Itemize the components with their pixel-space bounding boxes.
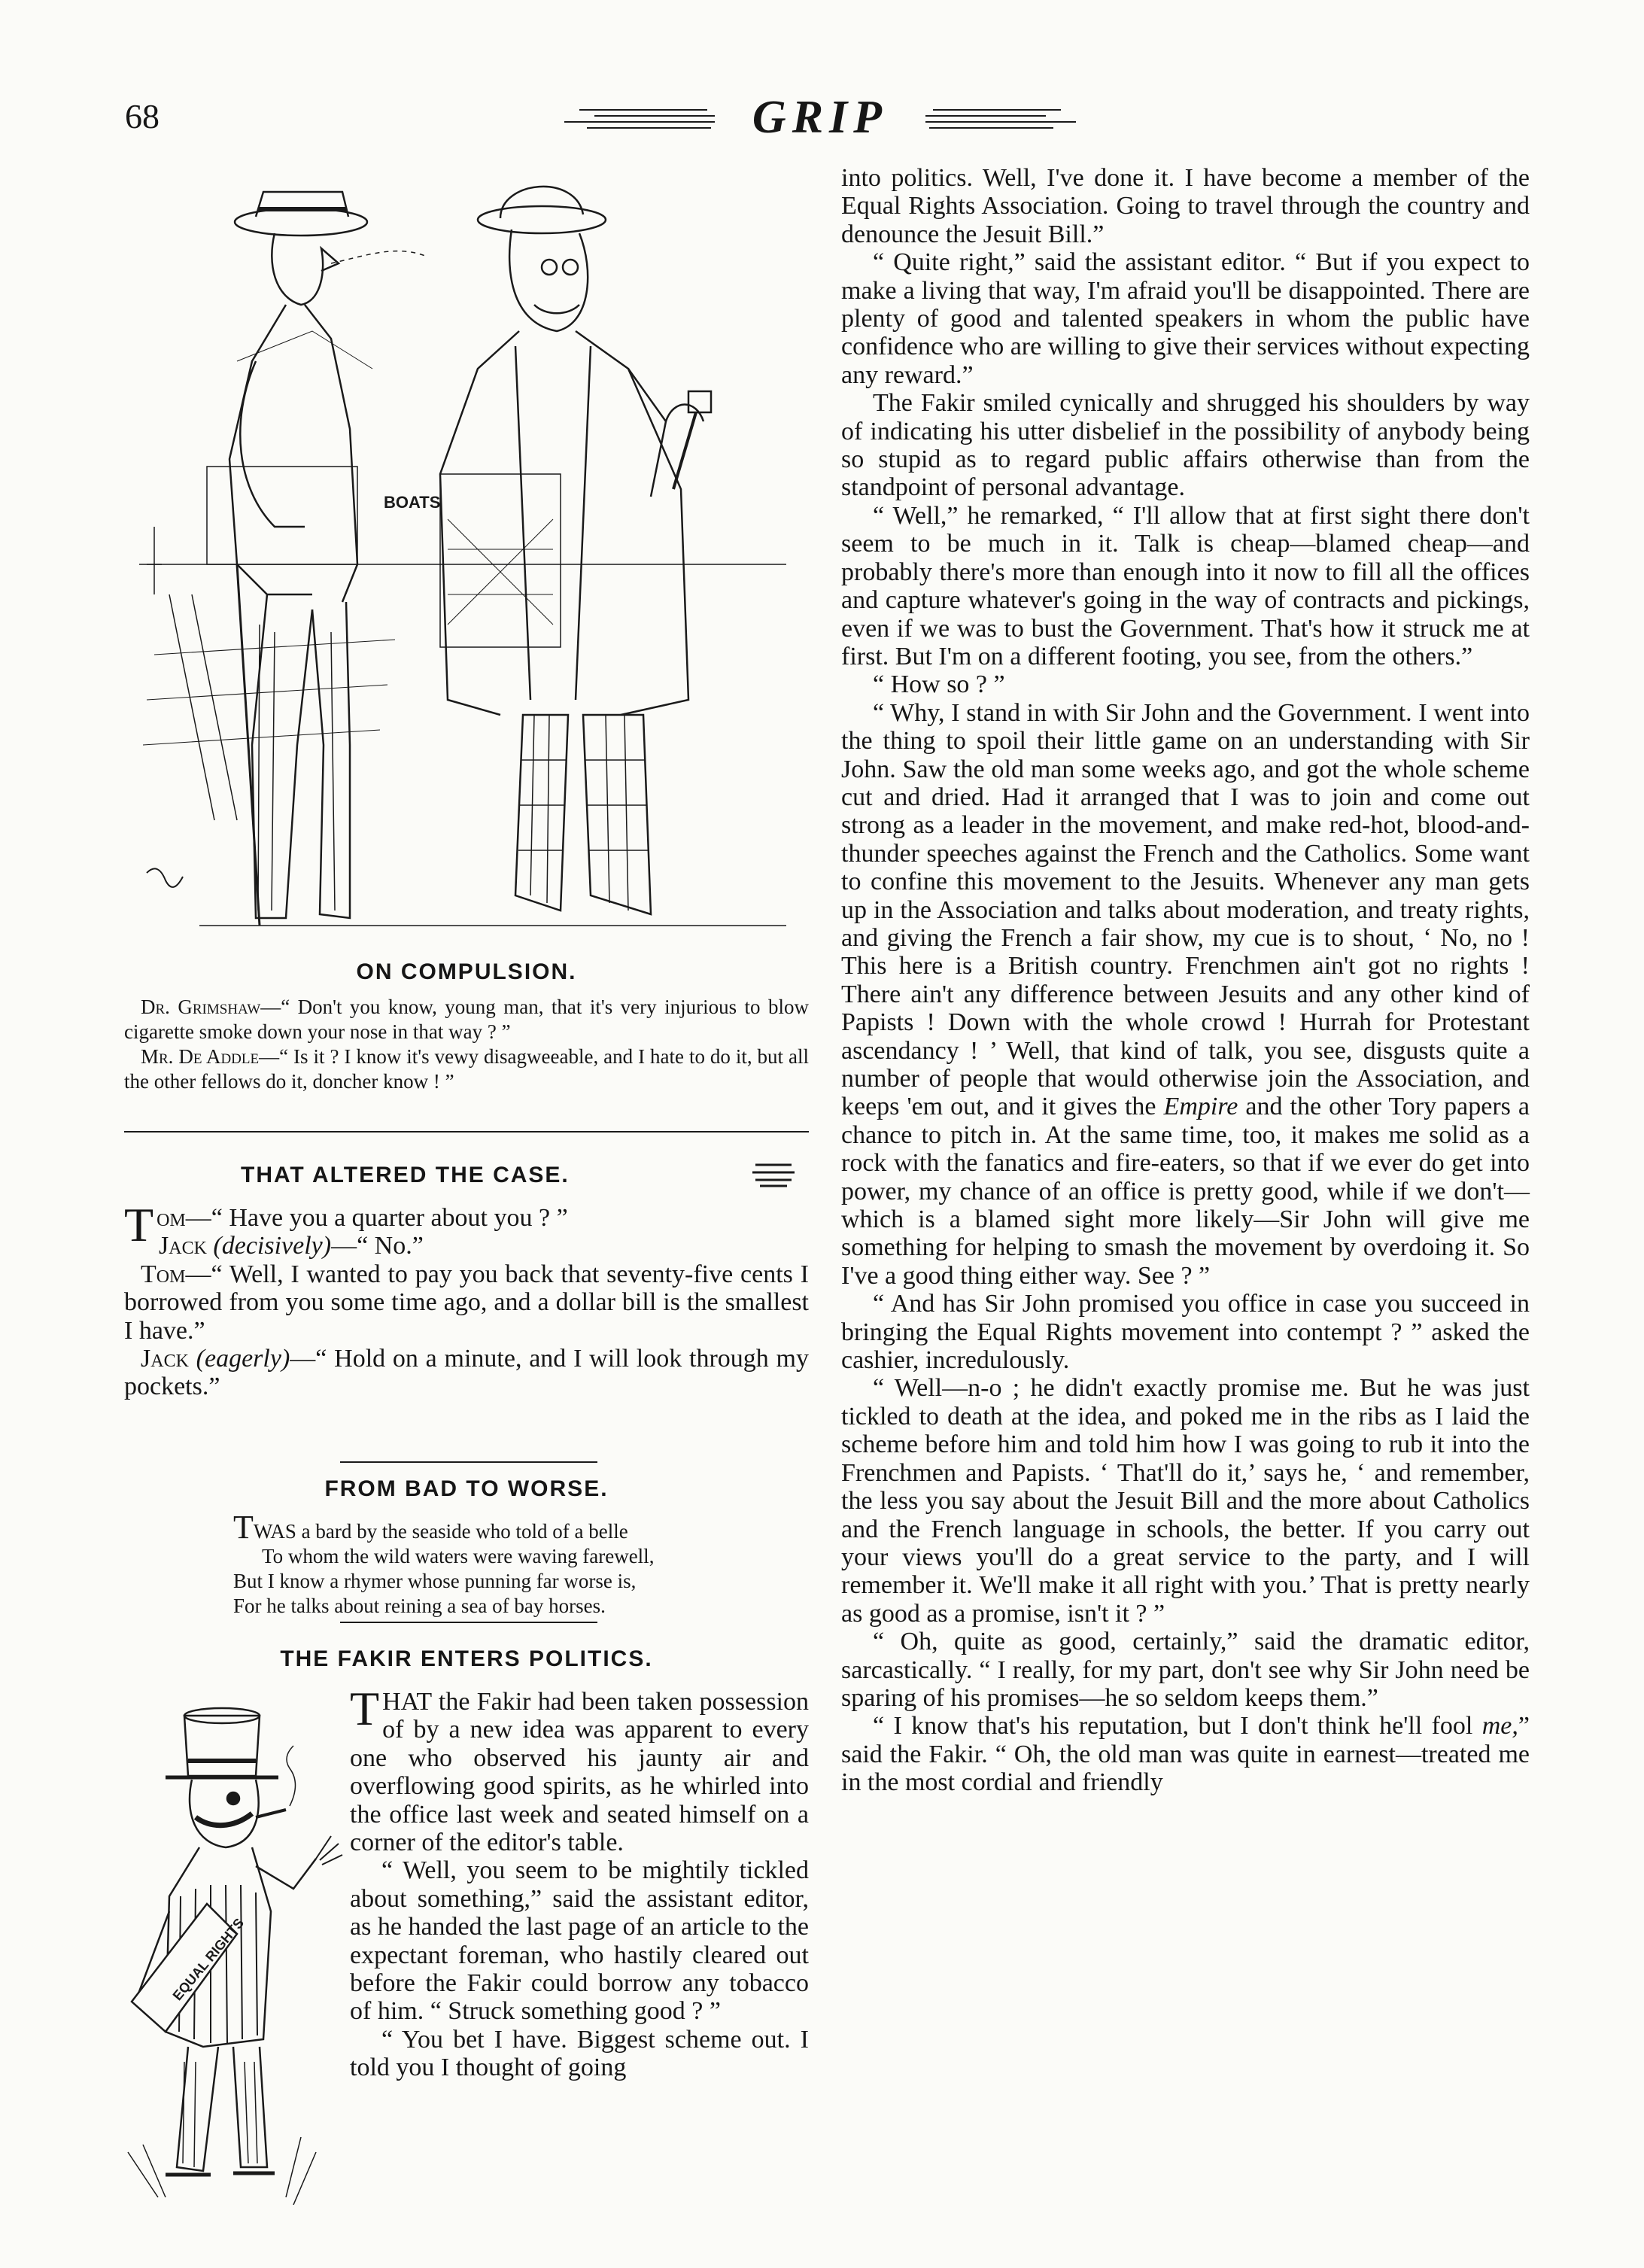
section-body-altered-case <box>124 1198 810 1401</box>
page-number: 68 <box>125 97 160 135</box>
paragraph-text: “ Why, I stand in with Sir John and the Government. I went into the thing to spoil their little game on an understanding with Sir John. Saw the old man some weeks ago, and got the whole scheme cut and dried. Had it arranged that I was to join and come out strong as a leader in the movement, and make red-hot, blood-and-thunder speeches against the French and the Catholics. Some want to confine this movement to the Jesuits. Whenever any man gets up in the Association and talks about moderation, and treaty rights, and giving the French a fair show, my cue is to shout, ‘ No, no ! This here is a British country. Frenchmen ain't got no rights ! There ain't any difference between Jesuits and any other kind of Papists ! Down with the whole crowd ! Hurrah for Protestant ascendancy ! ’ Well, that kind of talk, you see, disgusts quite a number of people that would otherwise join the Association, and keeps 'em out, and it gives the <box>841 698 1530 1121</box>
masthead <box>557 87 1083 147</box>
drop-cap: T <box>350 1682 380 1735</box>
poem-line: To whom the wild waters were waving farewell, <box>262 1545 655 1567</box>
section-title-fakir: THE FAKIR ENTERS POLITICS. <box>280 1646 653 1671</box>
dialogue-text: —“ No.” <box>331 1232 424 1260</box>
paragraph: “ And has Sir John promised you office in case you succeed in bringing the Equal Rights movement into contempt ? ” asked the cashier, incredulously. <box>841 1290 1530 1375</box>
paragraph <box>350 1682 809 1857</box>
paragraph: “ Well, you seem to be mightily tickled about something,” said the assistant editor, as he handed the last page of an article to the expectant foreman, who hastily cleared out before the Fakir could borrow any tobacco of him. “ Struck something good ? ” <box>350 1856 809 2026</box>
paragraph-text: ” said the Fakir. “ Oh, the old man was quite in earnest—treated me in the most cordial and friendly <box>841 1712 1530 1797</box>
cartoon-caption <box>124 995 809 1094</box>
dialogue-line <box>124 1260 809 1345</box>
section-title-altered-case: THAT ALTERED THE CASE. <box>241 1163 570 1187</box>
poem-bad-to-worse <box>124 1509 809 1619</box>
drop-cap: T <box>124 1198 154 1251</box>
paragraph: into politics. Well, I've done it. I have become a member of the Equal Rights Association. Going to travel through the country and denounce the Jesuit Bill.” <box>841 164 1530 248</box>
paragraph: “ Oh, quite as good, certainly,” said the dramatic editor, sarcastically. “ I really, for my part, don't see why Sir John need be sparing of his promises—he so seldom keeps them.” <box>841 1628 1530 1712</box>
poem-line: For he talks about reining a sea of bay horses. <box>233 1595 606 1617</box>
drop-cap: T <box>233 1509 254 1546</box>
cartoon-on-compulsion <box>124 173 809 956</box>
cartoon-caption-title: ON COMPULSION. <box>356 959 577 984</box>
newspaper-name: Empire <box>1163 1093 1238 1121</box>
dialogue-text: —“ Well, I wanted to pay you back that seventy-five cents I borrowed from you some time ago, and a dollar bill is the smallest I have.” <box>124 1260 809 1345</box>
speaker-de-addle-text: —“ Is it ? I know it's vewy disagweeable, and I hate to do it, but all the other fellows do it, doncher know ! ” <box>124 1045 809 1093</box>
dialogue-line <box>124 1345 809 1401</box>
section-title-bad-to-worse: FROM BAD TO WORSE. <box>324 1476 609 1501</box>
section-divider <box>124 1131 809 1132</box>
fakir-sign-text: EQUAL RIGHTS <box>169 1915 248 2004</box>
paragraph: “ Quite right,” said the assistant editor. “ But if you expect to make a living that way, I'm afraid you'll be disappointed. There are plenty of good and talented speakers in whom the public have confidence who are willing to give their services without expecting any reward.” <box>841 248 1530 389</box>
speaker-tom: om <box>156 1204 186 1232</box>
speaker-grimshaw-text: —“ Don't you know, young man, that it's very injurious to blow cigarette smoke down your nose in that way ? ” <box>124 996 809 1043</box>
dialogue-line <box>124 1232 809 1260</box>
ornament-icon <box>752 1159 795 1189</box>
speaker-jack: Jack <box>141 1345 189 1373</box>
caption-line-de-addle <box>124 1044 809 1094</box>
pier-sign-text: BOATS <box>384 493 441 512</box>
emphasis: me, <box>1481 1712 1518 1741</box>
paragraph: “ Well—n-o ; he didn't exactly promise me. But he was just tickled to death at the idea, and poked me in the ribs as I laid the scheme before him and told him how I was going to rub it into the Frenchmen and Papists. ‘ That'll do it,’ says he, ‘ and remember, the less you say about the Jesuit Bill and the more about Catholics and the French language in schools, the better. If you carry out your views you'll do a great service to the party, and I will remember it. We'll make it all right with you.’ That is pretty nearly as good as a promise, isn't it ? ” <box>841 1374 1530 1628</box>
paragraph-text: and the other Tory papers a chance to pitch in. At the same time, too, it makes me solid as a rock with the fanatics and fire-eaters, so that if we ever do get into power, my chance of an office is pretty good, while if we don't—which is a blamed sight more likely—Sir John will give me something for helping to smash the movement by overdoing it. So I've a good thing either way. See ? ” <box>841 1093 1530 1290</box>
poem-line: But I know a rhymer whose punning far worse is, <box>233 1570 637 1592</box>
section-body-fakir <box>350 1682 809 2082</box>
masthead-title: GRIP <box>752 92 889 143</box>
paragraph-text: HAT the Fakir had been taken possession of by a new idea was apparent to every one who observed his jaunty air and overflowing good spirits, as he whirled into the office last week and seated himself on a corner of the editor's table. <box>350 1688 809 1857</box>
paragraph: “ You bet I have. Biggest scheme out. I told you I thought of going <box>350 2025 809 2082</box>
stage-direction: (eagerly) <box>196 1345 290 1373</box>
right-column <box>841 164 1530 1797</box>
speaker-jack: Jack <box>159 1232 207 1260</box>
dialogue-text: —“ Hold on a minute, and I will look through my pockets.” <box>124 1345 810 1401</box>
paragraph-text: “ I know that's his reputation, but I don't think he'll fool <box>873 1712 1482 1741</box>
caption-line-grimshaw <box>124 995 809 1044</box>
paragraph: “ Well,” he remarked, “ I'll allow that at first sight there don't seem to be much in it. Talk is cheap—blamed cheap—and probably there's more than enough into it now to fill all the offices and capture whatever's going in the way of contracts and pickings, even if we was to bust the Government. That's how it struck me at first. But I'm on a different footing, you see, from the others.” <box>841 501 1530 670</box>
dialogue-text: —“ Have you a quarter about you ? ” <box>185 1204 568 1232</box>
paragraph: “ How so ? ” <box>873 670 1005 699</box>
cartoon-fakir <box>113 1686 369 2205</box>
speaker-grimshaw: Dr. Grimshaw <box>141 996 261 1018</box>
paragraph <box>841 699 1530 1291</box>
speaker-tom: Tom <box>141 1260 186 1288</box>
poem-line-text: WAS a bard by the seaside who told of a belle <box>253 1520 628 1543</box>
paragraph: The Fakir smiled cynically and shrugged his shoulders by way of indicating his utter disbelief in the possibility of anybody being so stupid as to regard public affairs otherwise than from the standpoint of personal advantage. <box>841 389 1530 502</box>
speaker-de-addle: Mr. De Addle <box>141 1045 260 1068</box>
stage-direction: (decisively) <box>213 1232 332 1260</box>
paragraph <box>841 1712 1530 1796</box>
poem-line <box>233 1509 809 1546</box>
section-divider <box>340 1622 597 1623</box>
section-divider <box>340 1461 597 1463</box>
